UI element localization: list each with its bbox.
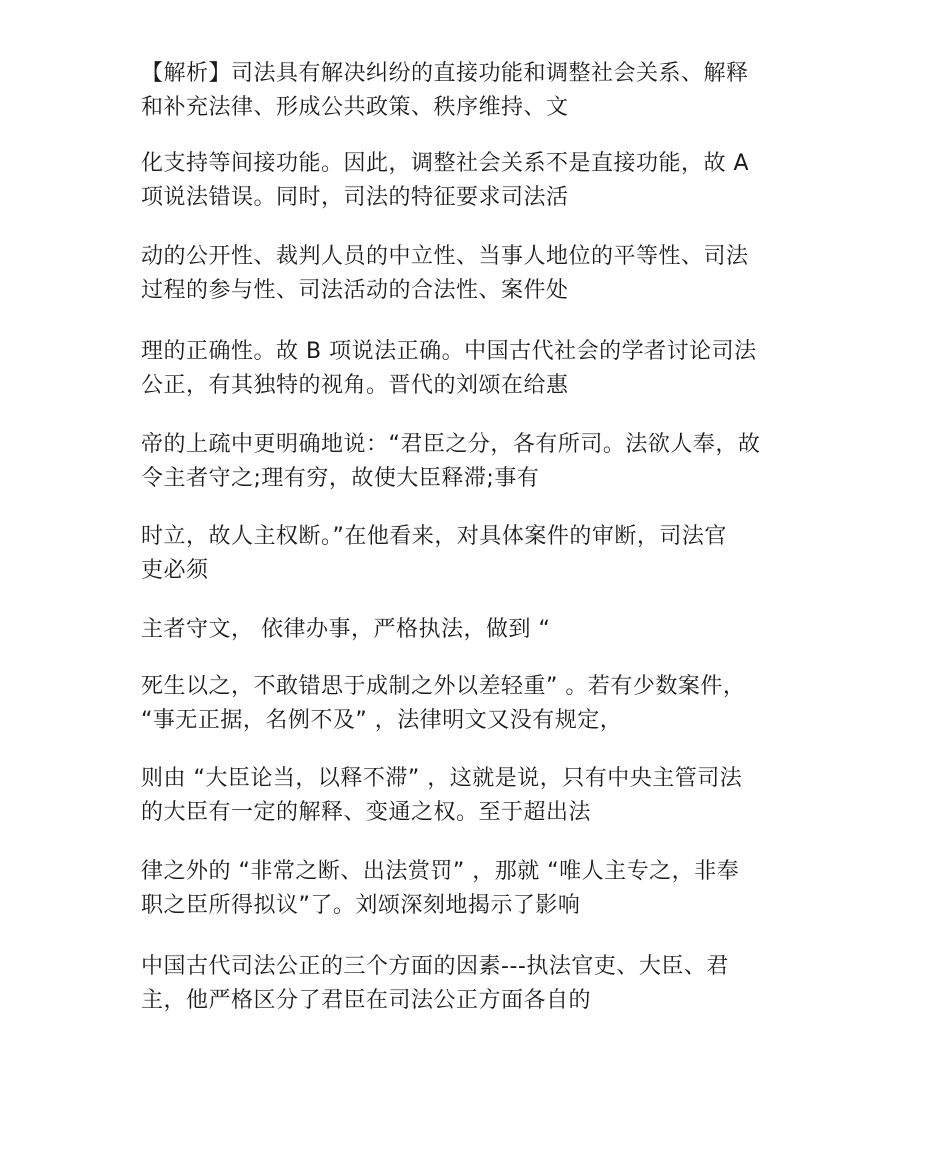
text-line: 动的公开性、裁判人员的中立性、当事人地位的平等性、司法: [141, 244, 749, 269]
text-line: 化支持等间接功能。因此，调整社会关系不是直接功能，故 A: [141, 151, 750, 176]
paragraph: [141, 520, 841, 588]
text-line: 职之臣所得拟议”了。刘颂深刻地揭示了影响: [141, 893, 581, 918]
paragraph: [141, 428, 841, 496]
text-line: 则由 “大臣论当，以释不滞” ，这就是说，只有中央主管司法: [141, 766, 743, 791]
text-line: 理的正确性。故 B 项说法正确。中国古代社会的学者讨论司法: [141, 339, 757, 364]
text-line: 令主者守之;理有穷，故使大臣释滞;事有: [141, 466, 540, 491]
text-line: 和补充法律、形成公共政策、秩序维持、文: [141, 95, 569, 120]
text-line: 时立，故人主权断。”在他看来，对具体案件的审断，司法官: [141, 524, 727, 549]
text-line: 公正，有其独特的视角。晋代的刘颂在给惠: [141, 373, 569, 398]
text-line: 吏必须: [141, 558, 209, 583]
text-line: “事无正据，名例不及” ，法律明文又没有规定，: [141, 708, 623, 733]
text-line: 死生以之，不敢错思于成制之外以差轻重” 。若有少数案件，: [141, 674, 746, 699]
text-line: 项说法错误。同时，司法的特征要求司法活: [141, 185, 569, 210]
text-line: 主者守文， 依律办事，严格执法，做到 “: [141, 617, 551, 642]
text-line: 帝的上疏中更明确地说：“君臣之分，各有所司。法欲人奉，故: [141, 432, 761, 457]
text-line: 的大臣有一定的解释、变通之权。至于超出法: [141, 800, 592, 825]
paragraph: [141, 855, 841, 923]
paragraph: [141, 147, 841, 215]
text-line: 【解析】司法具有解决纠纷的直接功能和调整社会关系、解释: [141, 61, 749, 86]
paragraph: [141, 335, 841, 403]
paragraph: [141, 762, 841, 830]
text-line: 中国古代司法公正的三个方面的因素---执法官吏、大臣、君: [141, 954, 729, 979]
paragraph: [141, 613, 841, 647]
paragraph: [141, 57, 841, 125]
paragraph: [141, 240, 841, 308]
paragraph: [141, 670, 841, 738]
paragraph: [141, 950, 841, 1018]
text-line: 过程的参与性、司法活动的合法性、案件处: [141, 278, 569, 303]
text-line: 律之外的 “非常之断、出法赏罚” ，那就 “唯人主专之，非奉: [141, 859, 740, 884]
text-line: 主，他严格区分了君臣在司法公正方面各自的: [141, 988, 592, 1013]
